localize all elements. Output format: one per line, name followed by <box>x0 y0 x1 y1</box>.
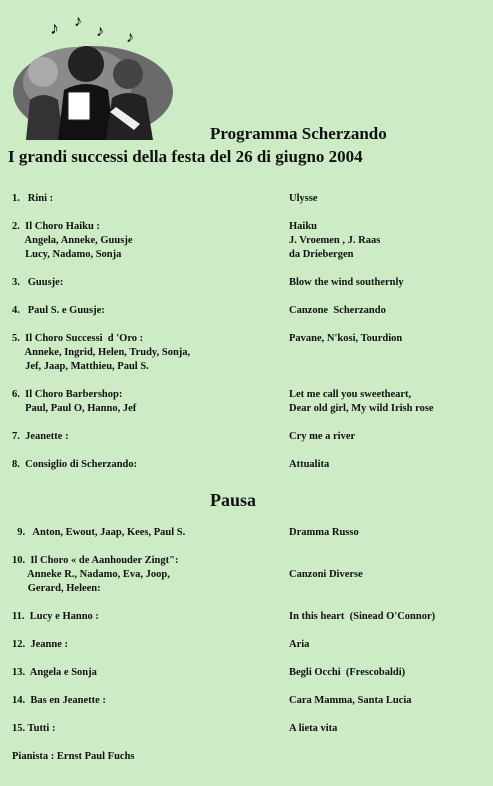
program-item-right <box>289 430 355 444</box>
program-item-left <box>12 526 185 540</box>
performer-line: Lucy, Nadamo, Sonja <box>12 249 122 260</box>
piece-line: A lieta vita <box>289 723 338 734</box>
program-item-right <box>289 192 318 206</box>
performer-line: 11. Lucy e Hanno : <box>12 611 99 622</box>
performer-line: Anneke R., Nadamo, Eva, Joop, <box>12 569 170 580</box>
program-item-left <box>12 610 99 624</box>
performer-line: 15. Tutti : <box>12 723 56 734</box>
performer-line: 5. Il Choro Successi d 'Oro : <box>12 333 144 344</box>
program-item-right <box>289 304 386 318</box>
program-item-left <box>12 388 136 416</box>
program-item-left <box>12 638 68 652</box>
pianist-credit: Pianista : Ernst Paul Fuchs <box>12 751 135 762</box>
program-item-left <box>12 554 178 596</box>
piece-line: Attualita <box>289 459 330 470</box>
program-item-left <box>12 304 105 318</box>
program-item-left <box>12 276 63 290</box>
pausa-heading: Pausa <box>210 490 257 510</box>
program-item-left <box>12 458 137 472</box>
piece-line: Pavane, N'kosi, Tourdion <box>289 333 403 344</box>
program-item-right <box>289 332 402 346</box>
performer-line: 6. Il Choro Barbershop: <box>12 389 123 400</box>
program-item-right <box>289 638 309 652</box>
piece-line: J. Vroemen , J. Raas <box>289 235 381 246</box>
page-title: Programma Scherzando <box>210 124 387 143</box>
piece-line: Cry me a river <box>289 431 356 442</box>
piece-line: Dramma Russo <box>289 527 359 538</box>
performer-line: 7. Jeanette : <box>12 431 69 442</box>
performer-line: 14. Bas en Jeanette : <box>12 695 106 706</box>
piece-line: da Driebergen <box>289 249 354 260</box>
program-item-left <box>12 722 55 736</box>
piece-line: Haiku <box>289 221 318 232</box>
performer-line: 3. Guusje: <box>12 277 64 288</box>
piece-line: Ulysse <box>289 193 318 204</box>
program-item-right <box>289 554 363 582</box>
piece-line: Cara Mamma, Santa Lucia <box>289 695 412 706</box>
program-item-left <box>12 192 53 206</box>
performer-line: Angela, Anneke, Guusje <box>12 235 133 246</box>
piece-line: Aria <box>289 639 310 650</box>
performer-line: 8. Consiglio di Scherzando: <box>12 459 138 470</box>
piece-line: Blow the wind southernly <box>289 277 404 288</box>
program-item-right <box>289 276 404 290</box>
music-note-icon: ♪ <box>50 18 59 38</box>
music-note-icon: ♪ <box>74 13 82 30</box>
performer-line: 4. Paul S. e Guusje: <box>12 305 105 316</box>
piece-line: Dear old girl, My wild Irish rose <box>289 403 434 414</box>
piece-line: Canzone Scherzando <box>289 305 386 316</box>
performer-line: 9. Anton, Ewout, Jaap, Kees, Paul S. <box>12 527 186 538</box>
performer-line: Jef, Jaap, Matthieu, Paul S. <box>12 361 149 372</box>
piece-line: Let me call you sweetheart, <box>289 389 412 400</box>
piece-line: Canzoni Diverse <box>289 569 363 580</box>
performer-line: 1. Rini : <box>12 193 54 204</box>
program-item-left <box>12 430 69 444</box>
performer-line: Gerard, Heleen: <box>12 583 101 594</box>
music-note-icon: ♪ <box>96 23 104 40</box>
music-note-icon: ♪ <box>126 29 134 46</box>
performer-line: Paul, Paul O, Hanno, Jef <box>12 403 137 414</box>
piece-line: In this heart (Sinead O'Connor) <box>289 611 436 622</box>
program-item-right <box>289 458 329 472</box>
performer-line: 13. Angela e Sonja <box>12 667 97 678</box>
program-item-right <box>289 526 359 540</box>
program-item-left <box>12 220 132 262</box>
program-item-left <box>12 694 106 708</box>
program-item-right <box>289 610 435 624</box>
program-item-right <box>289 388 434 416</box>
program-item-left <box>12 666 97 680</box>
program-item-left <box>12 332 190 374</box>
page-subtitle: I grandi successi della festa del 26 di giugno 2004 <box>8 147 363 166</box>
program-item-right <box>289 666 405 680</box>
piece-line <box>289 554 363 568</box>
performer-line: 10. Il Choro « de Aanhouder Zingt": <box>12 555 179 566</box>
performer-line: Anneke, Ingrid, Helen, Trudy, Sonja, <box>12 347 191 358</box>
piece-line: Begli Occhi (Frescobaldi) <box>289 667 406 678</box>
program-item-right <box>289 722 337 736</box>
program-item-right <box>289 220 380 262</box>
singers-illustration-icon <box>8 12 178 140</box>
program-item-right <box>289 694 412 708</box>
performer-line: 12. Jeanne : <box>12 639 68 650</box>
performer-line: 2. Il Choro Haiku : <box>12 221 100 232</box>
